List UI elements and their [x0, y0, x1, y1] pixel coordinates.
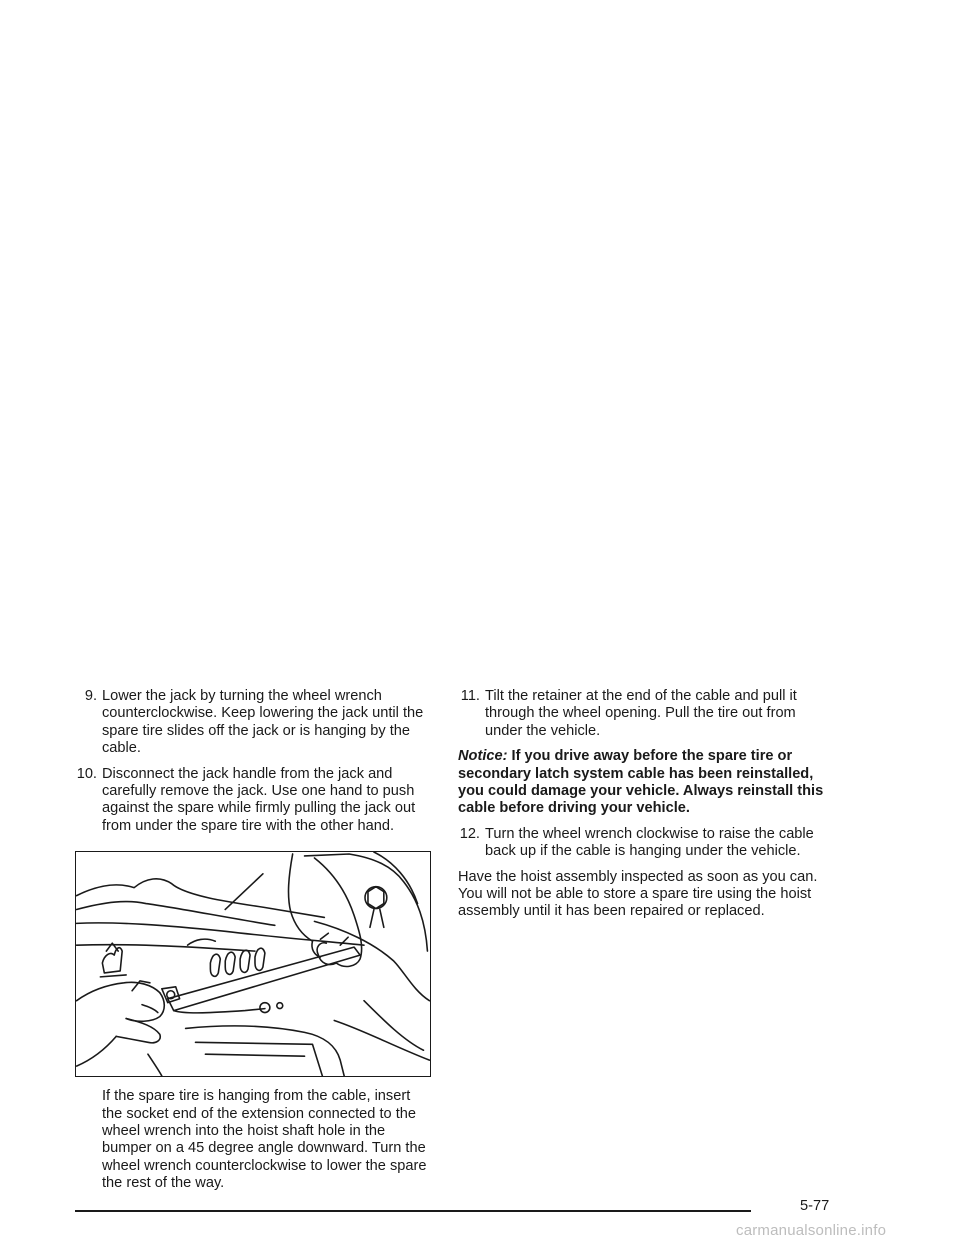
step-text: Turn the wheel wrench clockwise to raise the cable back up if the cable is hanging under the vehicle. [485, 825, 814, 860]
step-number: 9. [84, 688, 97, 704]
step-11 [458, 688, 828, 740]
step-9 [75, 688, 431, 758]
right-column [458, 688, 828, 929]
watermark: carmanualsonline.info [736, 1222, 887, 1239]
jack-removal-illustration [75, 851, 431, 1077]
step-number: 11. [460, 688, 480, 704]
step-12 [458, 826, 828, 861]
illustration-svg [76, 852, 430, 1076]
step-text: Lower the jack by turning the wheel wrench counterclockwise. Keep lowering the jack until the spare tire slides off the jack or is hanging by the cable. [102, 688, 424, 757]
step-text: Disconnect the jack handle from the jack and carefully remove the jack. Use one hand to push against the spare while firmly pulling the jack out from under the spare tire with the other hand. [102, 765, 416, 834]
step-10 [75, 766, 431, 836]
notice [458, 748, 828, 818]
notice-text: If you drive away before the spare tire or secondary latch system cable has been reinstalled, you could damage your vehicle. Always reinstall this cable before driving your vehicle. [458, 748, 824, 817]
notice-label: Notice: [458, 748, 508, 765]
extension-instruction: If the spare tire is hanging from the cable, insert the socket end of the extension connected to the wheel wrench into the hoist shaft hole in the bumper on a 45 degree angle downward. Turn the wheel wrench counterclockwise to lower the spare the rest of the way. [102, 1088, 427, 1192]
page-number: 5-77 [800, 1198, 830, 1214]
footer-rule [75, 1210, 751, 1212]
step-number: 12. [459, 825, 480, 842]
step-text: Tilt the retainer at the end of the cable and pull it through the wheel opening. Pull the tire out from under the vehicle. [485, 688, 797, 739]
step-number: 10. [76, 765, 97, 782]
left-column [75, 688, 431, 1193]
closing-paragraph: Have the hoist assembly inspected as soon as you can. You will not be able to store a spare tire using the hoist assembly until it has been repaired or replaced. [458, 868, 818, 920]
